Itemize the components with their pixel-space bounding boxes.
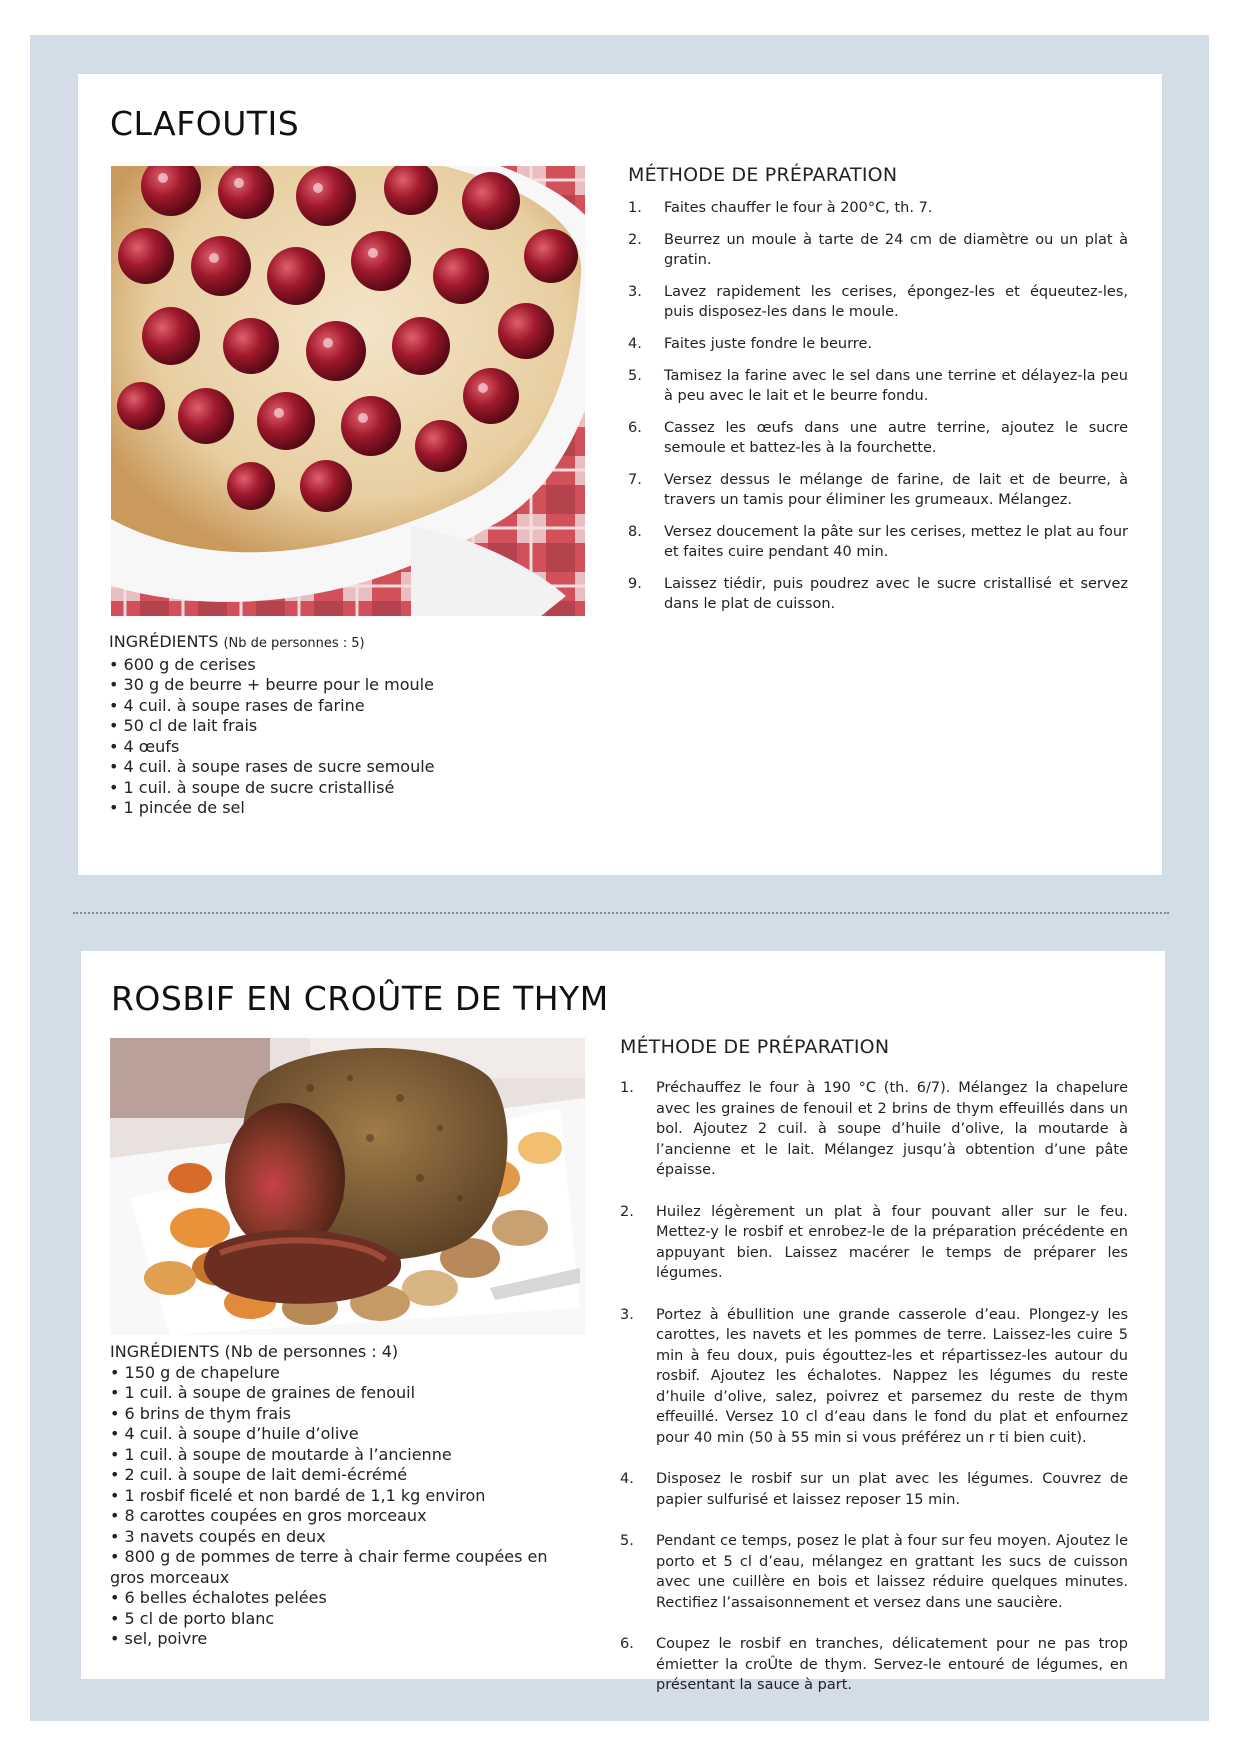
ingredient-item: • 4 œufs [109, 737, 435, 758]
step-text: Laissez tiédir, puis poudrez avec le sucre cristallisé et servez dans le plat de cuisson. [664, 576, 1128, 612]
step-number: 7. [628, 472, 642, 488]
step-number: 8. [628, 524, 642, 540]
step-text: Tamisez la farine avec le sel dans une terrine et délayez-la peu à peu avec le lait et le beurre fondu. [664, 368, 1128, 404]
step-text: Faites chauffer le four à 200°C, th. 7. [664, 200, 933, 216]
method-step [628, 574, 1128, 614]
ingredient-item: • 1 cuil. à soupe de graines de fenouil [110, 1383, 570, 1404]
ingredients-label: INGRÉDIENTS [109, 632, 219, 651]
method-step [628, 366, 1128, 406]
step-number: 4. [628, 336, 642, 352]
ingredient-item: • 4 cuil. à soupe rases de sucre semoule [109, 757, 435, 778]
step-text: Préchauffez le four à 190 °C (th. 6/7). Mélangez la chapelure avec les graines de fenouil et 2 brins de thym effeuillés dans un bol. Ajoutez 2 cuil. à soupe d’huile d’olive, la moutarde à l’ancienne et le lait. Mélangez jusqu’à obtention d’une pâte épaisse. [656, 1080, 1128, 1178]
ingredients-section [110, 1342, 570, 1650]
step-text: Lavez rapidement les cerises, épongez-les et équeutez-les, puis disposez-les dans le moule. [664, 284, 1128, 320]
ingredient-item: • 3 navets coupés en deux [110, 1527, 570, 1548]
ingredient-item: • 4 cuil. à soupe d’huile d’olive [110, 1424, 570, 1445]
method-title: MÉTHODE DE PRÉPARATION [628, 164, 898, 186]
step-text: Huilez légèrement un plat à four pouvant aller sur le feu. Mettez-y le rosbif et enrobez-le de la préparation précédente en appuyant bien. Laissez macérer le temps de préparer les légumes. [656, 1203, 1128, 1281]
roast-beef-photo [110, 1038, 585, 1335]
step-text: Pendant ce temps, posez le plat à four sur feu moyen. Ajoutez le porto et 5 cl d’eau, mélangez en grattant les sucs de cuisson avec une cuillère en bois et laissez réduire quelques minutes. Rectifiez l’assaisonnement et versez dans une saucière. [656, 1533, 1128, 1611]
method-step [628, 334, 1128, 354]
recipe-title: ROSBIF EN CROÛTE DE THYM [111, 979, 609, 1018]
method-title: MÉTHODE DE PRÉPARATION [620, 1036, 890, 1058]
ingredient-item: • 1 rosbif ficelé et non bardé de 1,1 kg environ [110, 1486, 570, 1507]
step-text: Faites juste fondre le beurre. [664, 336, 872, 352]
method-step [620, 1202, 1128, 1284]
ingredient-item: • 600 g de cerises [109, 655, 435, 676]
clafoutis-photo [111, 166, 585, 616]
ingredient-item: • 1 cuil. à soupe de sucre cristallisé [109, 778, 435, 799]
method-step [628, 418, 1128, 458]
step-text: Portez à ébullition une grande casserole d’eau. Plongez-y les carottes, les navets et les pommes de terre. Laissez-les cuire 5 min à feu doux, puis égouttez-les et répartissez-les autour du rosbif. Ajoutez les échalotes. Nappez les légumes du reste d’huile d’olive, salez, poivrez et parsemez du reste de thym effeuillé. Versez 10 cl d’eau dans le fond du plat et enfournez pour 40 min (50 à 55 min si vous préférez un r ti bien cuit). [656, 1306, 1128, 1446]
step-text: Versez doucement la pâte sur les cerises, mettez le plat au four et faites cuire pendant 40 min. [664, 524, 1128, 560]
step-text: Coupez le rosbif en tranches, délicatement pour ne pas trop émietter la croÛte de thym. Servez-le entouré de légumes, en présentant la sauce à part. [656, 1636, 1128, 1693]
ingredient-item: • sel, poivre [110, 1629, 570, 1650]
step-text: Beurrez un moule à tarte de 24 cm de diamètre ou un plat à gratin. [664, 232, 1128, 268]
ingredient-item: • 800 g de pommes de terre à chair ferme coupées en gros morceaux [110, 1547, 570, 1588]
method-step [620, 1531, 1128, 1613]
method-step [628, 198, 1128, 218]
step-number: 1. [628, 200, 642, 216]
method-steps [620, 1078, 1128, 1696]
servings-label: (Nb de personnes : 5) [223, 636, 365, 651]
method-step [620, 1078, 1128, 1181]
step-number: 4. [620, 1471, 634, 1487]
ingredient-item: • 6 brins de thym frais [110, 1404, 570, 1425]
ingredient-item: • 2 cuil. à soupe de lait demi-écrémé [110, 1465, 570, 1486]
ingredient-item: • 6 belles échalotes pelées [110, 1588, 570, 1609]
step-number: 2. [620, 1203, 634, 1220]
method-step [620, 1634, 1128, 1696]
ingredients-section [109, 632, 435, 819]
method-step [620, 1469, 1128, 1510]
step-text: Disposez le rosbif sur un plat avec les légumes. Couvrez de papier sulfurisé et laissez reposer 15 min. [656, 1471, 1128, 1508]
ingredient-item: • 5 cl de porto blanc [110, 1609, 570, 1630]
step-number: 6. [620, 1636, 634, 1652]
section-divider [73, 912, 1169, 914]
recipe-title: CLAFOUTIS [110, 104, 300, 143]
step-number: 3. [620, 1306, 634, 1323]
method-step [628, 522, 1128, 562]
step-text: Versez dessus le mélange de farine, de lait et de beurre, à travers un tamis pour éliminer les grumeaux. Mélangez. [664, 472, 1128, 508]
method-step [628, 282, 1128, 322]
method-step [628, 470, 1128, 510]
step-number: 9. [628, 576, 642, 592]
method-section [628, 164, 1128, 626]
ingredient-item: • 150 g de chapelure [110, 1363, 570, 1384]
ingredients-label: INGRÉDIENTS (Nb de personnes : 4) [110, 1342, 399, 1361]
ingredients-heading [109, 632, 435, 655]
ingredient-item: • 50 cl de lait frais [109, 716, 435, 737]
step-number: 3. [628, 284, 642, 300]
method-step [628, 230, 1128, 270]
method-section [620, 1036, 1128, 1717]
step-number: 5. [620, 1533, 634, 1549]
method-steps [628, 198, 1128, 614]
ingredient-item: • 4 cuil. à soupe rases de farine [109, 696, 435, 717]
step-number: 1. [620, 1080, 634, 1096]
ingredients-list [109, 655, 435, 819]
step-number: 6. [628, 420, 642, 436]
step-number: 2. [628, 232, 642, 248]
step-text: Cassez les œufs dans une autre terrine, ajoutez le sucre semoule et battez-les à la fourchette. [664, 420, 1128, 456]
ingredient-item: • 1 pincée de sel [109, 798, 435, 819]
ingredient-item: • 30 g de beurre + beurre pour le moule [109, 675, 435, 696]
ingredient-item: • 1 cuil. à soupe de moutarde à l’ancienne [110, 1445, 570, 1466]
ingredient-item: • 8 carottes coupées en gros morceaux [110, 1506, 570, 1527]
method-step [620, 1305, 1128, 1449]
ingredients-list [110, 1363, 570, 1650]
step-number: 5. [628, 368, 642, 384]
